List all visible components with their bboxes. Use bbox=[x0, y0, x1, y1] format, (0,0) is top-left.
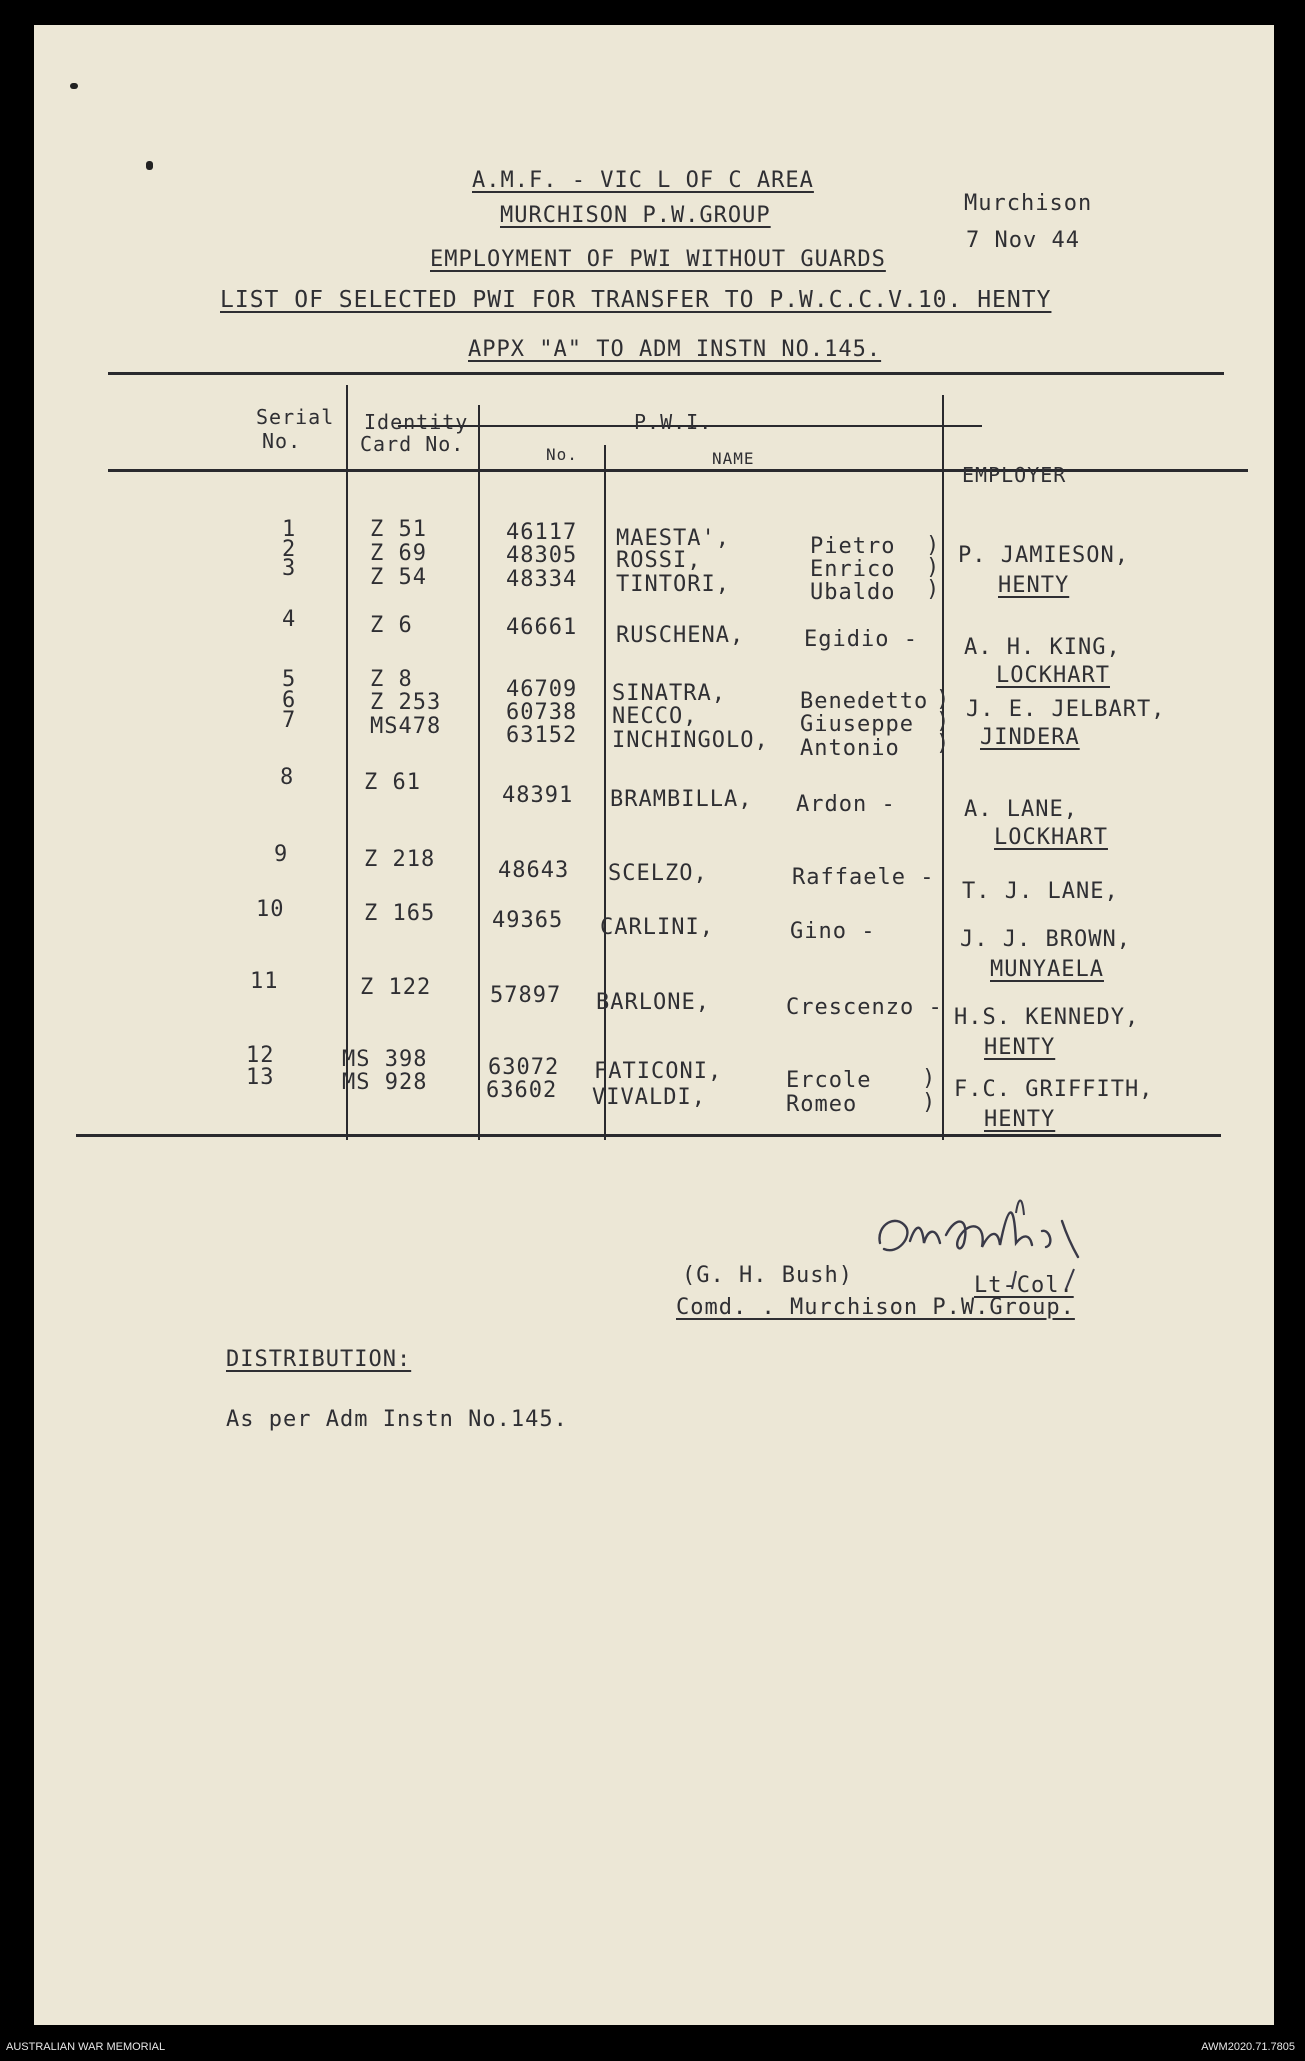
employer-place: HENTY bbox=[998, 573, 1070, 598]
surname-cell: RUSCHENA, bbox=[616, 623, 745, 648]
given-name-cell: Ardon - bbox=[796, 792, 896, 817]
surname-cell: BRAMBILLA, bbox=[610, 787, 753, 812]
employer-name: H.S. KENNEDY, bbox=[954, 1005, 1140, 1030]
pwi-no-cell: 57897 bbox=[490, 983, 562, 1008]
given-name-cell: Giuseppe bbox=[800, 712, 914, 737]
surname-cell: INCHINGOLO, bbox=[612, 728, 769, 753]
bracket: ) ) bbox=[922, 1066, 937, 1115]
card-cell: Z 253 bbox=[370, 690, 442, 715]
pwi-no-cell: 48305 bbox=[506, 543, 578, 568]
col-serial-header: Serial bbox=[256, 405, 335, 429]
employer-name: T. J. LANE, bbox=[962, 879, 1119, 904]
given-name-cell: Egidio - bbox=[804, 627, 918, 652]
serial-cell: 2 bbox=[282, 537, 297, 562]
card-cell: Z 122 bbox=[360, 975, 432, 1000]
serial-cell: 10 bbox=[256, 897, 285, 922]
bracket: ) ) ) bbox=[936, 687, 951, 756]
serial-cell: 7 bbox=[282, 708, 297, 733]
pwi-no-cell: 48334 bbox=[506, 567, 578, 592]
employer-name: F.C. GRIFFITH, bbox=[954, 1077, 1154, 1102]
card-cell: Z 8 bbox=[370, 667, 413, 692]
table-top-rule bbox=[108, 372, 1224, 375]
col-name-header: NAME bbox=[712, 449, 755, 468]
surname-cell: MAESTA', bbox=[616, 526, 730, 551]
pwi-no-cell: 46117 bbox=[506, 520, 578, 545]
document-page bbox=[34, 25, 1274, 2025]
header-employment: EMPLOYMENT OF PWI WITHOUT GUARDS bbox=[430, 247, 886, 272]
employer-name: A. LANE, bbox=[964, 797, 1078, 822]
employer-name: J. E. JELBART, bbox=[966, 697, 1166, 722]
footer-institution: AUSTRALIAN WAR MEMORIAL bbox=[6, 2041, 166, 2053]
employer-name: P. JAMIESON, bbox=[958, 543, 1129, 568]
pwi-no-cell: 46709 bbox=[506, 677, 578, 702]
employer-place: MUNYAELA bbox=[990, 957, 1104, 982]
surname-cell: CARLINI, bbox=[600, 915, 714, 940]
signatory-rank: Lt-Col. bbox=[974, 1273, 1074, 1298]
given-name-cell: Raffaele - bbox=[792, 865, 935, 890]
signatory-name: (G. H. Bush) bbox=[682, 1263, 853, 1288]
given-name-cell: Benedetto bbox=[800, 689, 929, 714]
col-pwi-header: P.W.I. bbox=[634, 410, 713, 434]
serial-cell: 8 bbox=[280, 765, 295, 790]
footer-accession: AWM2020.71.7805 bbox=[1201, 2041, 1295, 2053]
header-place: Murchison bbox=[964, 191, 1093, 216]
surname-cell: NECCO, bbox=[612, 704, 698, 729]
col-identity-header: Identity bbox=[364, 410, 469, 434]
card-cell: Z 69 bbox=[370, 541, 427, 566]
ink-mark bbox=[70, 83, 78, 89]
given-name-cell: Ubaldo bbox=[810, 580, 896, 605]
pwi-no-cell: 49365 bbox=[492, 908, 564, 933]
card-cell: Z 218 bbox=[364, 847, 436, 872]
serial-cell: 6 bbox=[282, 688, 297, 713]
col-identity-header: Card No. bbox=[360, 432, 465, 456]
col-employer-header: EMPLOYER bbox=[962, 463, 1067, 487]
serial-cell: 4 bbox=[282, 607, 297, 632]
header-area: A.M.F. - VIC L OF C AREA bbox=[472, 168, 814, 193]
pwi-no-cell: 63072 bbox=[488, 1055, 560, 1080]
col-no-header: No. bbox=[546, 445, 578, 464]
table-header-rule bbox=[108, 469, 1248, 472]
card-cell: Z 51 bbox=[370, 517, 427, 542]
col-serial-header: No. bbox=[262, 429, 302, 453]
surname-cell: BARLONE, bbox=[596, 990, 710, 1015]
given-name-cell: Crescenzo - bbox=[786, 995, 943, 1020]
serial-cell: 5 bbox=[282, 667, 297, 692]
signatory-appointment: Comd. . Murchison P.W.Group. bbox=[676, 1295, 1075, 1320]
column-divider bbox=[942, 395, 944, 1140]
column-divider bbox=[478, 405, 480, 1140]
bracket: ) ) ) bbox=[926, 533, 941, 602]
given-name-cell: Ercole bbox=[786, 1068, 872, 1093]
given-name-cell: Gino - bbox=[790, 919, 876, 944]
table-bottom-rule bbox=[76, 1134, 1221, 1137]
header-group: MURCHISON P.W.GROUP bbox=[500, 203, 771, 228]
employer-place: HENTY bbox=[984, 1035, 1056, 1060]
card-cell: MS 398 bbox=[342, 1047, 428, 1072]
header-list-title: LIST OF SELECTED PWI FOR TRANSFER TO P.W.C.C.V.10. HENTY bbox=[220, 287, 1052, 313]
employer-place: LOCKHART bbox=[994, 825, 1108, 850]
surname-cell: VIVALDI, bbox=[592, 1085, 706, 1110]
header-date: 7 Nov 44 bbox=[966, 228, 1080, 253]
serial-cell: 1 bbox=[282, 517, 297, 542]
surname-cell: ROSSI, bbox=[616, 548, 702, 573]
employer-place: LOCKHART bbox=[996, 663, 1110, 688]
given-name-cell: Pietro bbox=[810, 534, 896, 559]
serial-cell: 13 bbox=[246, 1065, 275, 1090]
header-appendix: APPX "A" TO ADM INSTN NO.145. bbox=[468, 337, 882, 362]
given-name-cell: Romeo bbox=[786, 1092, 858, 1117]
card-cell: Z 165 bbox=[364, 901, 436, 926]
distribution-text: As per Adm Instn No.145. bbox=[226, 1407, 568, 1432]
surname-cell: TINTORI, bbox=[616, 572, 730, 597]
pwi-no-cell: 63152 bbox=[506, 723, 578, 748]
pwi-no-cell: 60738 bbox=[506, 700, 578, 725]
serial-cell: 12 bbox=[246, 1043, 275, 1068]
given-name-cell: Antonio bbox=[800, 736, 900, 761]
archive-footer bbox=[6, 2035, 1299, 2059]
serial-cell: 11 bbox=[250, 969, 279, 994]
pwi-no-cell: 48391 bbox=[502, 783, 574, 808]
card-cell: MS 928 bbox=[342, 1070, 428, 1095]
pwi-no-cell: 46661 bbox=[506, 615, 578, 640]
card-cell: Z 6 bbox=[370, 613, 413, 638]
employer-name: J. J. BROWN, bbox=[960, 927, 1131, 952]
distribution-heading: DISTRIBUTION: bbox=[226, 1347, 412, 1372]
column-divider bbox=[346, 385, 348, 1140]
column-divider bbox=[604, 445, 606, 1140]
serial-cell: 3 bbox=[282, 556, 297, 581]
pwi-no-cell: 63602 bbox=[486, 1078, 558, 1103]
employer-place: HENTY bbox=[984, 1107, 1056, 1132]
card-cell: Z 61 bbox=[364, 770, 421, 795]
pwi-no-cell: 48643 bbox=[498, 858, 570, 883]
surname-cell: FATICONI, bbox=[594, 1059, 723, 1084]
card-cell: MS478 bbox=[370, 714, 442, 739]
surname-cell: SCELZO, bbox=[608, 861, 708, 886]
employer-name: A. H. KING, bbox=[964, 635, 1121, 660]
ink-mark bbox=[146, 161, 153, 170]
employer-place: JINDERA bbox=[980, 725, 1080, 750]
surname-cell: SINATRA, bbox=[612, 681, 726, 706]
card-cell: Z 54 bbox=[370, 565, 427, 590]
serial-cell: 9 bbox=[274, 842, 289, 867]
given-name-cell: Enrico bbox=[810, 557, 896, 582]
